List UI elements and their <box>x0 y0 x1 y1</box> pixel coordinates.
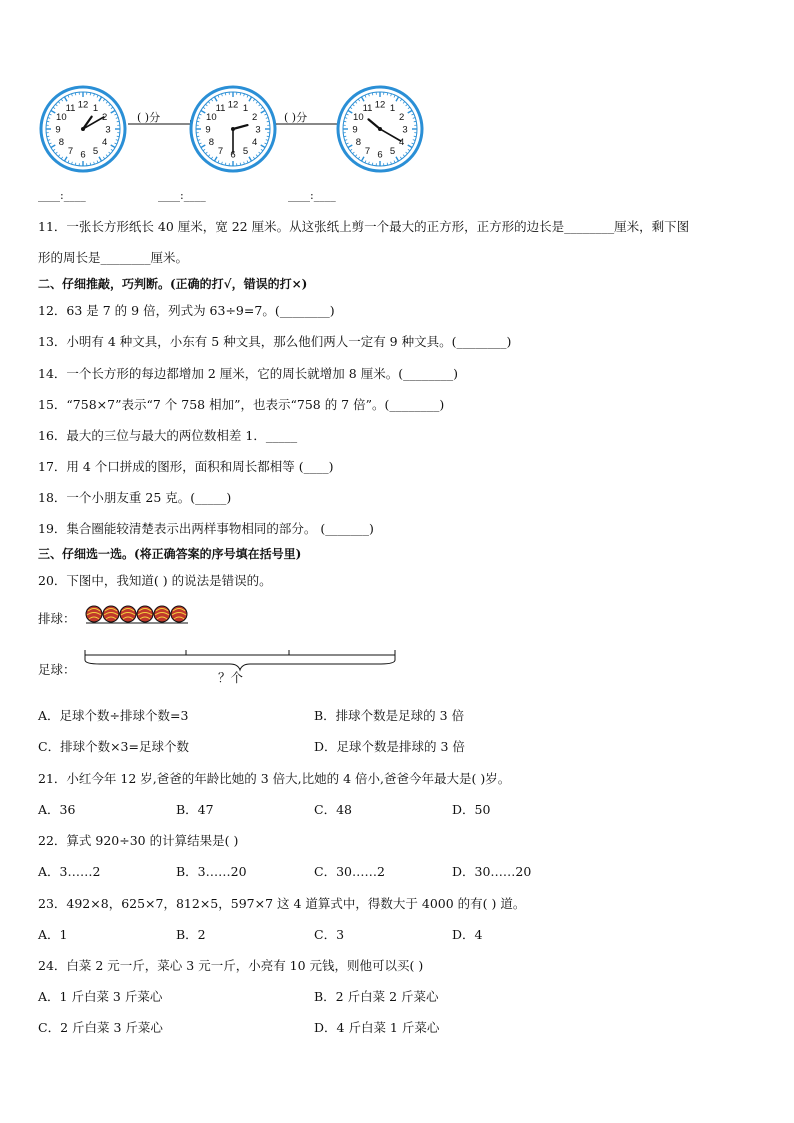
q20-option-a[interactable]: A．足球个数÷排球个数=3 <box>38 708 189 723</box>
q24-option-b[interactable]: B．2 斤白菜 2 斤菜心 <box>314 989 439 1004</box>
clock-number: 3 <box>105 124 111 136</box>
section2-title: 二、仔细推敲，巧判断。(正确的打√，错误的打×) <box>38 277 308 291</box>
time-blank-3[interactable]: ____:____ <box>288 189 336 202</box>
clock-number: 11 <box>362 102 373 114</box>
clock-number: 6 <box>230 149 236 161</box>
clock-number: 5 <box>389 146 396 158</box>
clock-number: 9 <box>352 124 358 136</box>
q20-option-c[interactable]: C．排球个数×3=足球个数 <box>38 739 189 754</box>
clock-number: 7 <box>217 146 224 158</box>
q21-stem: 21．小红今年 12 岁,爸爸的年龄比她的 3 倍大,比她的 4 倍小,爸爸今年最大是( )岁。 <box>38 771 511 786</box>
question-mark-label: ？个 <box>218 670 244 685</box>
clock-number: 7 <box>364 146 371 158</box>
time-blank-2[interactable]: ____:____ <box>158 189 206 202</box>
volleyball-label: 排球： <box>38 611 76 626</box>
clock-number: 9 <box>55 124 61 136</box>
q11-line1: 11．一张长方形纸长 40 厘米，宽 22 厘米。从这张纸上剪一个最大的正方形，正方形的边长是________厘米，剩下图 <box>38 219 690 234</box>
tf-item-13: 13．小明有 4 种文具，小东有 5 种文具，那么他们两人一定有 9 种文具。(________) <box>38 334 512 349</box>
clock-number: 12 <box>77 99 89 111</box>
q23-option-d[interactable]: D．4 <box>452 927 483 942</box>
clock-number: 7 <box>67 146 74 158</box>
clock-number: 8 <box>208 137 214 148</box>
clock-number: 1 <box>92 102 99 114</box>
q22-option-d[interactable]: D．30……20 <box>452 864 532 879</box>
clock-number: 2 <box>399 112 405 123</box>
q22-option-c[interactable]: C．30……2 <box>314 864 385 879</box>
q20-stem: 20．下图中，我知道( ) 的说法是错误的。 <box>38 573 272 588</box>
tf-item-15: 15．“758×7”表示“7 个 758 相加”，也表示“758 的 7 倍”。(________) <box>38 397 445 412</box>
section3-title: 三、仔细选一选。(将正确答案的序号填在括号里) <box>38 547 302 561</box>
clock-2 <box>188 84 278 174</box>
q22-option-a[interactable]: A．3……2 <box>38 864 101 879</box>
q23-option-a[interactable]: A．1 <box>38 927 68 942</box>
tf-item-14: 14．一个长方形的每边都增加 2 厘米，它的周长就增加 8 厘米。(________) <box>38 366 458 381</box>
q24-option-d[interactable]: D．4 斤白菜 1 斤菜心 <box>314 1020 440 1035</box>
clock-3 <box>335 84 425 174</box>
q21-option-a[interactable]: A．36 <box>38 802 76 817</box>
clock-number: 6 <box>80 149 86 161</box>
tf-item-17: 17．用 4 个口拼成的图形，面积和周长都相等 (____) <box>38 459 334 474</box>
q21-option-d[interactable]: D．50 <box>452 802 491 817</box>
q20-option-d[interactable]: D．足球个数是排球的 3 倍 <box>314 739 465 754</box>
q22-stem: 22．算式 920÷30 的计算结果是( ) <box>38 833 239 848</box>
q20-option-b[interactable]: B．排球个数是足球的 3 倍 <box>314 708 465 723</box>
clock-number: 11 <box>65 102 76 114</box>
clock-number: 11 <box>215 102 226 114</box>
football-label: 足球： <box>38 662 76 677</box>
tf-item-12: 12．63 是 7 的 9 倍，列式为 63÷9=7。(________) <box>38 303 335 318</box>
clock-1 <box>38 84 128 174</box>
clock-number: 4 <box>252 137 258 148</box>
clock-number: 2 <box>102 112 108 123</box>
clock-number: 1 <box>242 102 249 114</box>
arrow-label-1: ( )分 <box>137 111 161 124</box>
clock-number: 3 <box>255 124 261 136</box>
clock-number: 9 <box>205 124 211 136</box>
clock-number: 4 <box>399 137 405 148</box>
clock-number: 12 <box>227 99 239 111</box>
q11-line2: 形的周长是________厘米。 <box>38 250 189 265</box>
q23-option-c[interactable]: C．3 <box>314 927 345 942</box>
clock-number: 10 <box>353 112 364 123</box>
volleyball-row <box>84 603 194 627</box>
clock-number: 10 <box>56 112 67 123</box>
clock-number: 5 <box>242 146 249 158</box>
tf-item-19: 19．集合圈能较清楚表示出两样事物相同的部分。 (_______) <box>38 521 374 536</box>
clock-number: 8 <box>58 137 64 148</box>
tf-item-16: 16．最大的三位与最大的两位数相差 1．_____ <box>38 428 298 443</box>
clock-number: 10 <box>206 112 217 123</box>
clock-number: 2 <box>252 112 258 123</box>
clock-number: 1 <box>389 102 396 114</box>
q22-option-b[interactable]: B．3……20 <box>176 864 247 879</box>
time-blank-1[interactable]: ____:____ <box>38 189 86 202</box>
clock-number: 8 <box>355 137 361 148</box>
arrow-label-2: ( )分 <box>284 111 308 124</box>
q21-option-c[interactable]: C．48 <box>314 802 352 817</box>
clock-number: 3 <box>402 124 408 136</box>
clock-number: 5 <box>92 146 99 158</box>
tf-item-18: 18．一个小朋友重 25 克。(_____) <box>38 490 232 505</box>
q24-option-a[interactable]: A．1 斤白菜 3 斤菜心 <box>38 989 163 1004</box>
clock-number: 12 <box>374 99 386 111</box>
q24-stem: 24．白菜 2 元一斤，菜心 3 元一斤，小亮有 10 元钱，则他可以买( ) <box>38 958 424 973</box>
q23-stem: 23．492×8，625×7，812×5，597×7 这 4 道算式中，得数大于 4000 的有( ) 道。 <box>38 896 526 911</box>
q24-option-c[interactable]: C．2 斤白菜 3 斤菜心 <box>38 1020 163 1035</box>
clock-number: 4 <box>102 137 108 148</box>
q21-option-b[interactable]: B．47 <box>176 802 214 817</box>
q23-option-b[interactable]: B．2 <box>176 927 206 942</box>
clock-number: 6 <box>377 149 383 161</box>
